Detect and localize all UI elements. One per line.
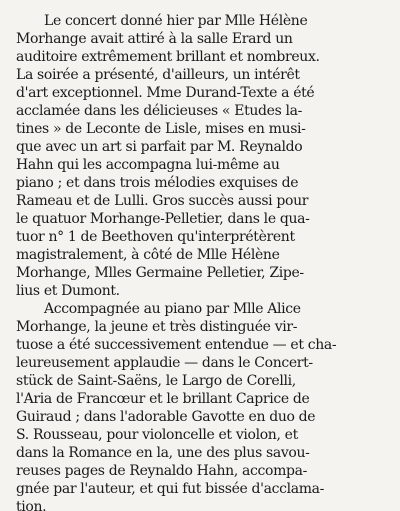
text-line: stück de Saint-Saëns, le Largo de Corelli,	[16, 373, 296, 389]
text-line: tuose a été successivement entendue — et cha-	[16, 337, 337, 353]
text-line: auditoire extrêmement brillant et nombreux.	[16, 49, 320, 65]
text-line: acclamée dans les délicieuses « Etudes la-	[16, 103, 303, 119]
text-line: leureusement applaudie — dans le Concert-	[16, 355, 313, 371]
text-line: lius et Dumont.	[16, 283, 120, 299]
text-line: reuses pages de Reynaldo Hahn, accompa-	[16, 463, 308, 479]
text-line: Morhange, Mlles Germaine Pelletier, Zipe-	[16, 265, 304, 281]
text-line: le quatuor Morhange-Pelletier, dans le qua-	[16, 211, 310, 227]
text-line: La soirée a présenté, d'ailleurs, un intérêt	[16, 67, 300, 83]
text-line: magistralement, à côté de Mlle Hélène	[16, 247, 280, 263]
text-line: que avec un art si parfait par M. Reynaldo	[16, 139, 303, 155]
text-line: tuor n° 1 de Beethoven qu'interprétèrent	[16, 229, 295, 245]
text-line: Rameau et de Lulli. Gros succès aussi pour	[16, 193, 309, 209]
text-line: gnée par l'auteur, et qui fut bissée d'acclama-	[16, 481, 325, 497]
text-line: Accompagnée au piano par Mlle Alice	[44, 301, 301, 317]
text-line: l'Aria de Francœur et le brillant Caprice de	[16, 391, 310, 407]
text-line: Guiraud ; dans l'adorable Gavotte en duo de	[16, 409, 316, 425]
text-line: S. Rousseau, pour violoncelle et violon, et	[16, 427, 298, 443]
text-line: Morhange, la jeune et très distinguée vir-	[16, 319, 298, 335]
paragraph-2	[16, 300, 388, 511]
text-line: Hahn qui les accompagna lui-même au	[16, 157, 280, 173]
paragraph-1	[16, 12, 388, 300]
text-line: tines » de Leconte de Lisle, mises en musi-	[16, 121, 306, 137]
text-line: Morhange avait attiré à la salle Erard un	[16, 31, 293, 47]
text-line: d'art exceptionnel. Mme Durand-Texte a été	[16, 85, 315, 101]
text-line: Le concert donné hier par Mlle Hélène	[44, 13, 308, 29]
text-line: tion.	[16, 499, 47, 511]
text-line: dans la Romance en la, une des plus savou-	[16, 445, 310, 461]
text-line: piano ; et dans trois mélodies exquises de	[16, 175, 299, 191]
